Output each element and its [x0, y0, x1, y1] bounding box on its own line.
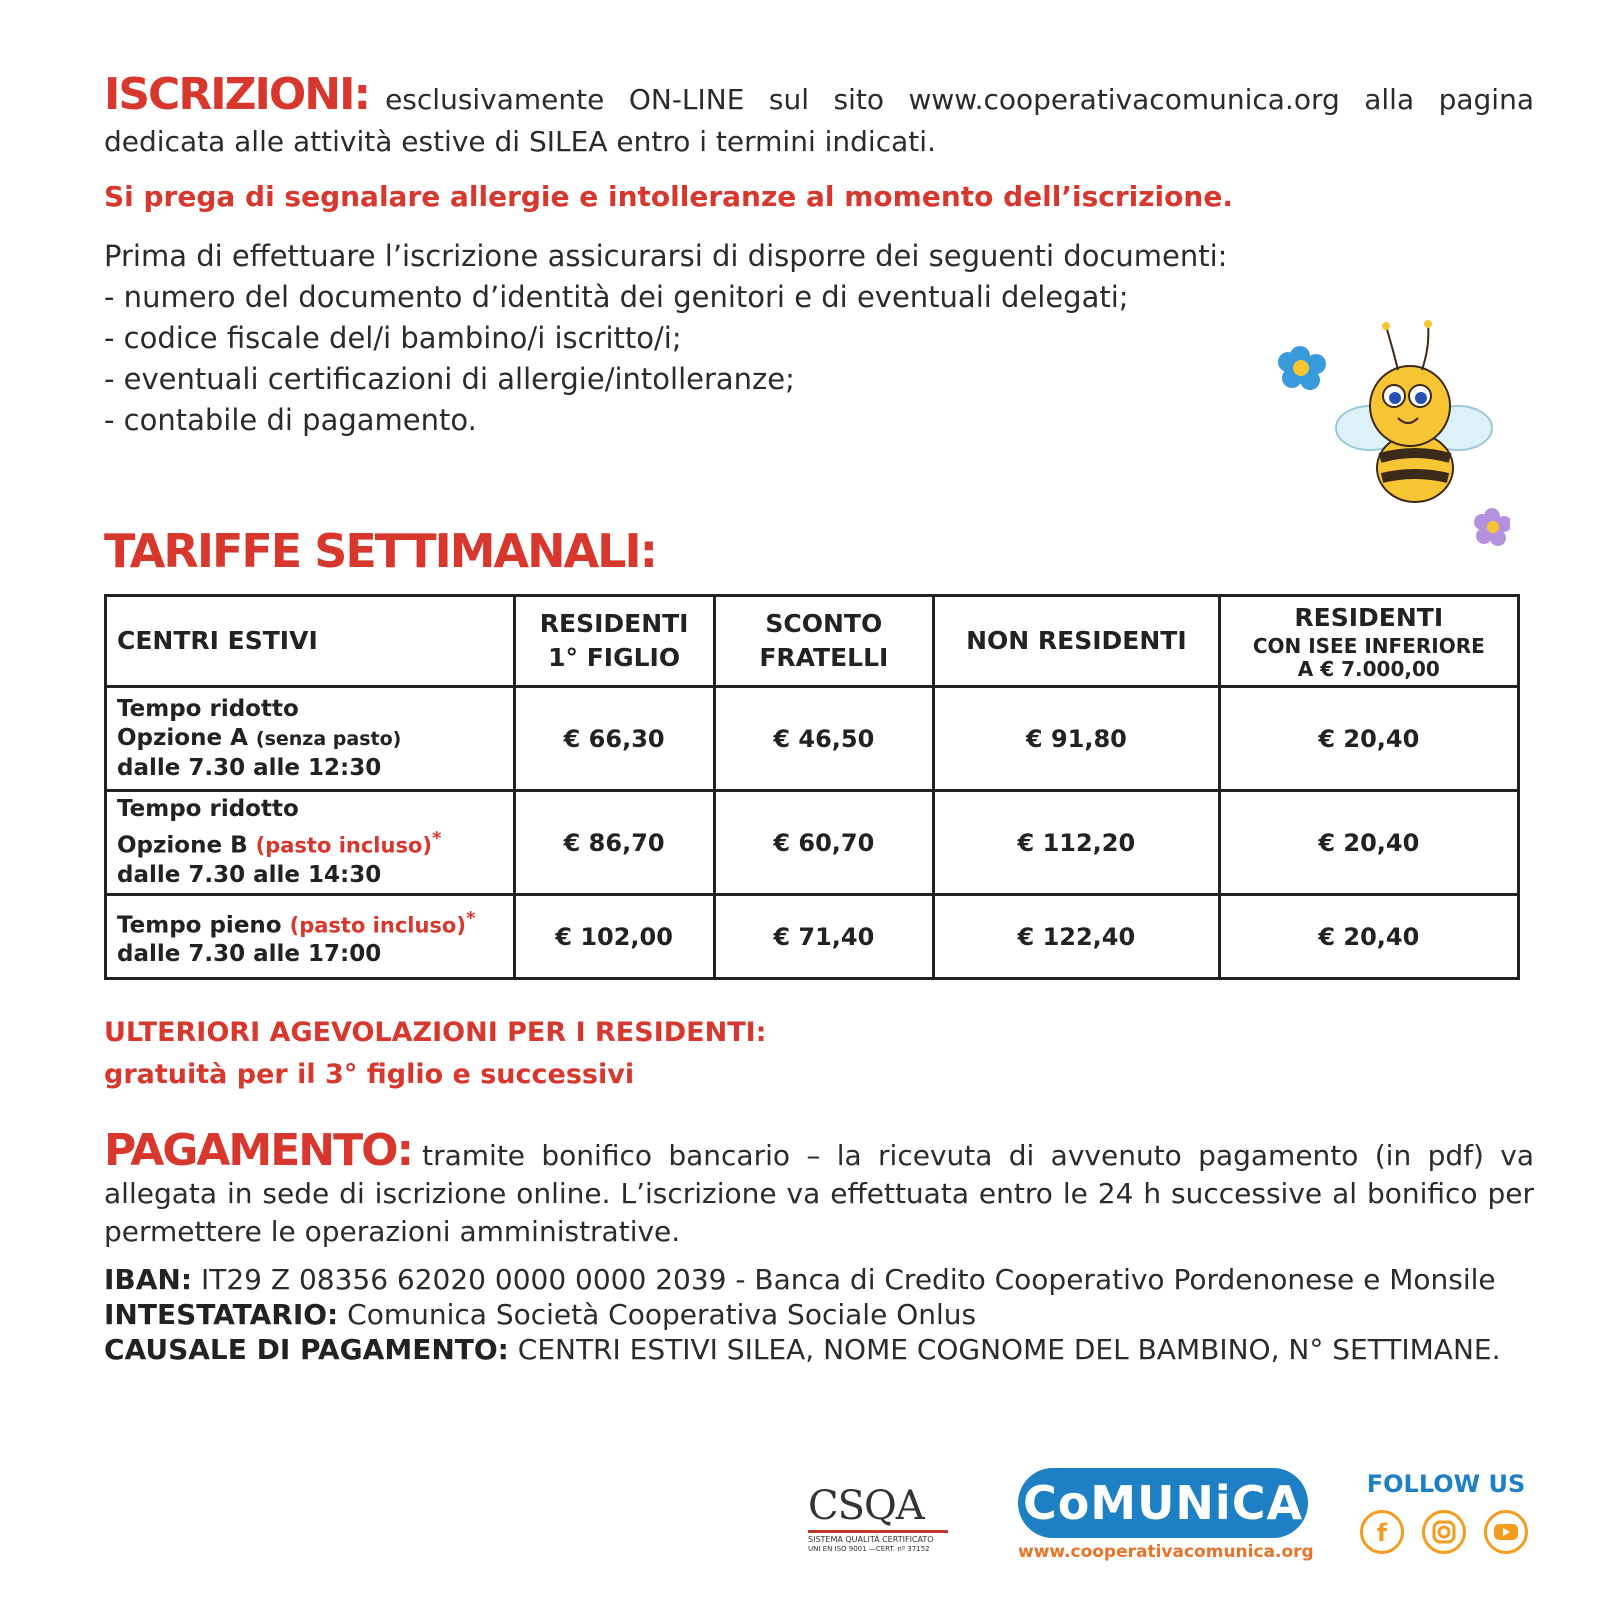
purple-flower-icon	[1474, 508, 1510, 546]
allergy-note: Si prega di segnalare allergie e intolleranze al momento dell’iscrizione.	[104, 180, 1233, 213]
documents-list	[104, 236, 1227, 441]
row-label: Tempo pieno (pasto incluso)* dalle 7.30 alle 17:00	[106, 895, 515, 979]
price-cell: € 20,40	[1219, 687, 1518, 791]
table-header-row	[106, 596, 1519, 687]
rates-table	[104, 594, 1520, 980]
table-row	[106, 895, 1519, 979]
causale-line: CAUSALE DI PAGAMENTO: CENTRI ESTIVI SILEA, NOME COGNOME DEL BAMBINO, N° SETTIMANE.	[104, 1333, 1501, 1366]
price-cell: € 102,00	[514, 895, 714, 979]
price-cell: € 86,70	[514, 791, 714, 895]
tariffe-heading: TARIFFE SETTIMANALI:	[104, 524, 657, 578]
comunica-logo[interactable]: CoMUNiCA www.cooperativacomunica.org	[1018, 1468, 1308, 1564]
payment-details	[104, 1262, 1534, 1367]
document-item: - eventuali certificazioni di allergie/intolleranze;	[104, 362, 795, 396]
price-cell: € 46,50	[714, 687, 934, 791]
blue-flower-icon	[1278, 346, 1326, 390]
col-header-isee: RESIDENTI CON ISEE INFERIORE A € 7.000,00	[1219, 596, 1518, 687]
pagamento-heading: PAGAMENTO:	[104, 1125, 413, 1176]
instagram-icon[interactable]	[1422, 1510, 1466, 1554]
document-item: - contabile di pagamento.	[104, 403, 477, 437]
document-item: - numero del documento d’identità dei genitori e di eventuali delegati;	[104, 280, 1129, 314]
csqa-logo: CSQA SISTEMA QUALITÀ CERTIFICATO UNI EN ISO 9001 —CERT. nº 37152	[808, 1484, 948, 1560]
col-header-sconto: SCONTO FRATELLI	[714, 596, 934, 687]
price-cell: € 60,70	[714, 791, 934, 895]
youtube-icon[interactable]	[1484, 1510, 1528, 1554]
row-label: Tempo ridotto Opzione A (senza pasto) dalle 7.30 alle 12:30	[106, 687, 515, 791]
follow-us-section	[1356, 1470, 1536, 1560]
iscrizioni-heading: ISCRIZIONI:	[104, 69, 370, 120]
agevolazioni-title: ULTERIORI AGEVOLAZIONI PER I RESIDENTI:	[104, 1017, 767, 1048]
col-header-non-residenti: NON RESIDENTI	[934, 596, 1219, 687]
table-row	[106, 791, 1519, 895]
iscrizioni-paragraph	[104, 69, 1534, 163]
bee-illustration	[1270, 318, 1510, 558]
comunica-url[interactable]: www.cooperativacomunica.org	[1018, 1542, 1314, 1562]
intestatario-line: INTESTATARIO: Comunica Società Cooperativa Sociale Onlus	[104, 1298, 977, 1331]
document-item: - codice fiscale del/i bambino/i iscritto/i;	[104, 321, 682, 355]
table-row	[106, 687, 1519, 791]
col-header-residenti: RESIDENTI 1° FIGLIO	[514, 596, 714, 687]
price-cell: € 112,20	[934, 791, 1219, 895]
iscrizioni-text: esclusivamente ON-LINE sul sito www.cooperativacomunica.org alla pagina dedicata alle attività estive di SILEA entro i termini indicati.	[104, 83, 1534, 158]
price-cell: € 91,80	[934, 687, 1219, 791]
agevolazioni-text: gratuità per il 3° figlio e successivi	[104, 1059, 635, 1090]
price-cell: € 66,30	[514, 687, 714, 791]
pagamento-paragraph	[104, 1125, 1534, 1251]
row-label: Tempo ridotto Opzione B (pasto incluso)* dalle 7.30 alle 14:30	[106, 791, 515, 895]
agevolazioni-note	[104, 1012, 766, 1096]
col-header-centri: CENTRI ESTIVI	[106, 596, 515, 687]
follow-us-label: FOLLOW US	[1366, 1470, 1526, 1498]
pagamento-text: tramite bonifico bancario – la ricevuta di avvenuto pagamento (in pdf) va allegata in sede di iscrizione online. L’iscrizione va effettuata entro le 24 h successive al bonifico per permettere le operazioni amministrative.	[104, 1139, 1534, 1248]
svg-text:f: f	[1376, 1519, 1388, 1547]
price-cell: € 122,40	[934, 895, 1219, 979]
price-cell: € 20,40	[1219, 895, 1518, 979]
iban-line: IBAN: IT29 Z 08356 62020 0000 0000 2039 - Banca di Credito Cooperativo Pordenonese e Monsile	[104, 1263, 1496, 1296]
price-cell: € 20,40	[1219, 791, 1518, 895]
price-cell: € 71,40	[714, 895, 934, 979]
documents-intro: Prima di effettuare l’iscrizione assicurarsi di disporre dei seguenti documenti:	[104, 239, 1228, 273]
facebook-icon[interactable]	[1360, 1510, 1404, 1554]
